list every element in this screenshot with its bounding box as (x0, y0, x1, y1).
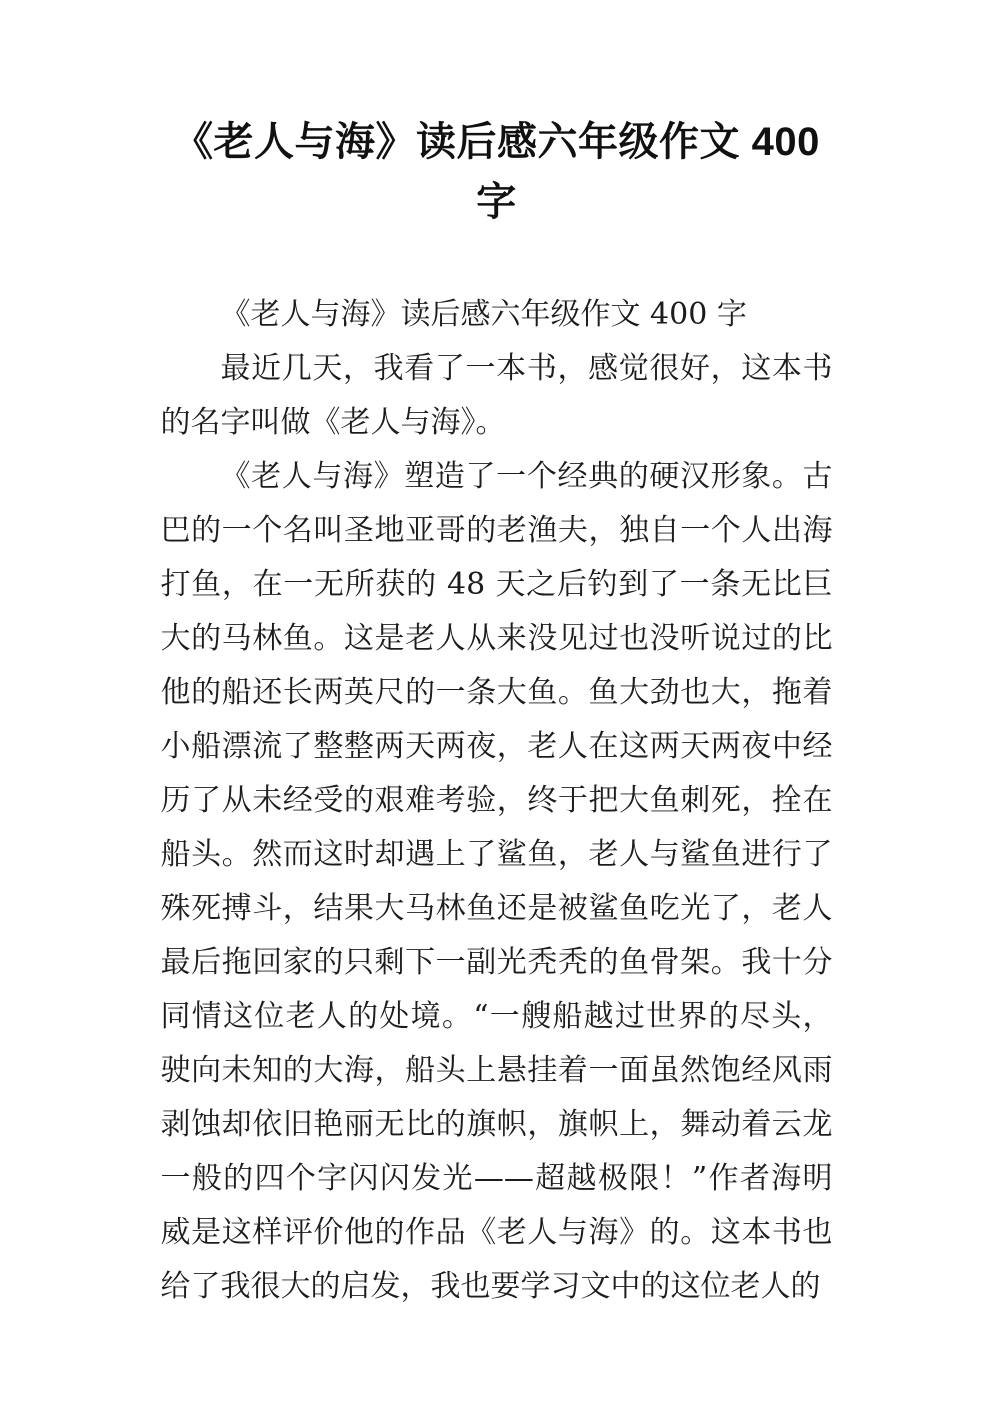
document-body (161, 288, 833, 1314)
document-title: 《老人与海》读后感六年级作文 400 字 (173, 120, 820, 224)
paragraph-subtitle: 《老人与海》读后感六年级作文 400 字 (220, 297, 747, 332)
paragraph-intro: 最近几天，我看了一本书，感觉很好，这本书的名字叫做《老人与海》。 (160, 351, 833, 440)
paragraph-main: 《老人与海》塑造了一个经典的硬汉形象。古巴的一个名叫圣地亚哥的老渔夫，独自一个人出海打鱼，在一无所获的 48 天之后钓到了一条无比巨大的马林鱼。这是老人从来没见过也没听说过的比他的船还长两英尺的一条大鱼。鱼大劲也大，拖着小船漂流了整整两天两夜，老人在这两天两夜中经历了从未经受的艰难考验，终于把大鱼刺死，拴在船头。然而这时却遇上了鲨鱼，老人与鲨鱼进行了殊死搏斗，结果大马林鱼还是被鲨鱼吃光了，老人最后拖回家的只剩下一副光秃秃的鱼骨架。我十分同情这位老人的处境。“一艘船越过世界的尽头，驶向未知的大海，船头上悬挂着一面虽然饱经风雨剥蚀却依旧艳丽无比的旗帜，旗帜上，舞动着云龙一般的四个字闪闪发光——超越极限！”作者海明威是这样评价他的作品《老人与海》的。这本书也给了我很大的启发，我也要学习文中的这位老人的 (160, 459, 833, 1304)
